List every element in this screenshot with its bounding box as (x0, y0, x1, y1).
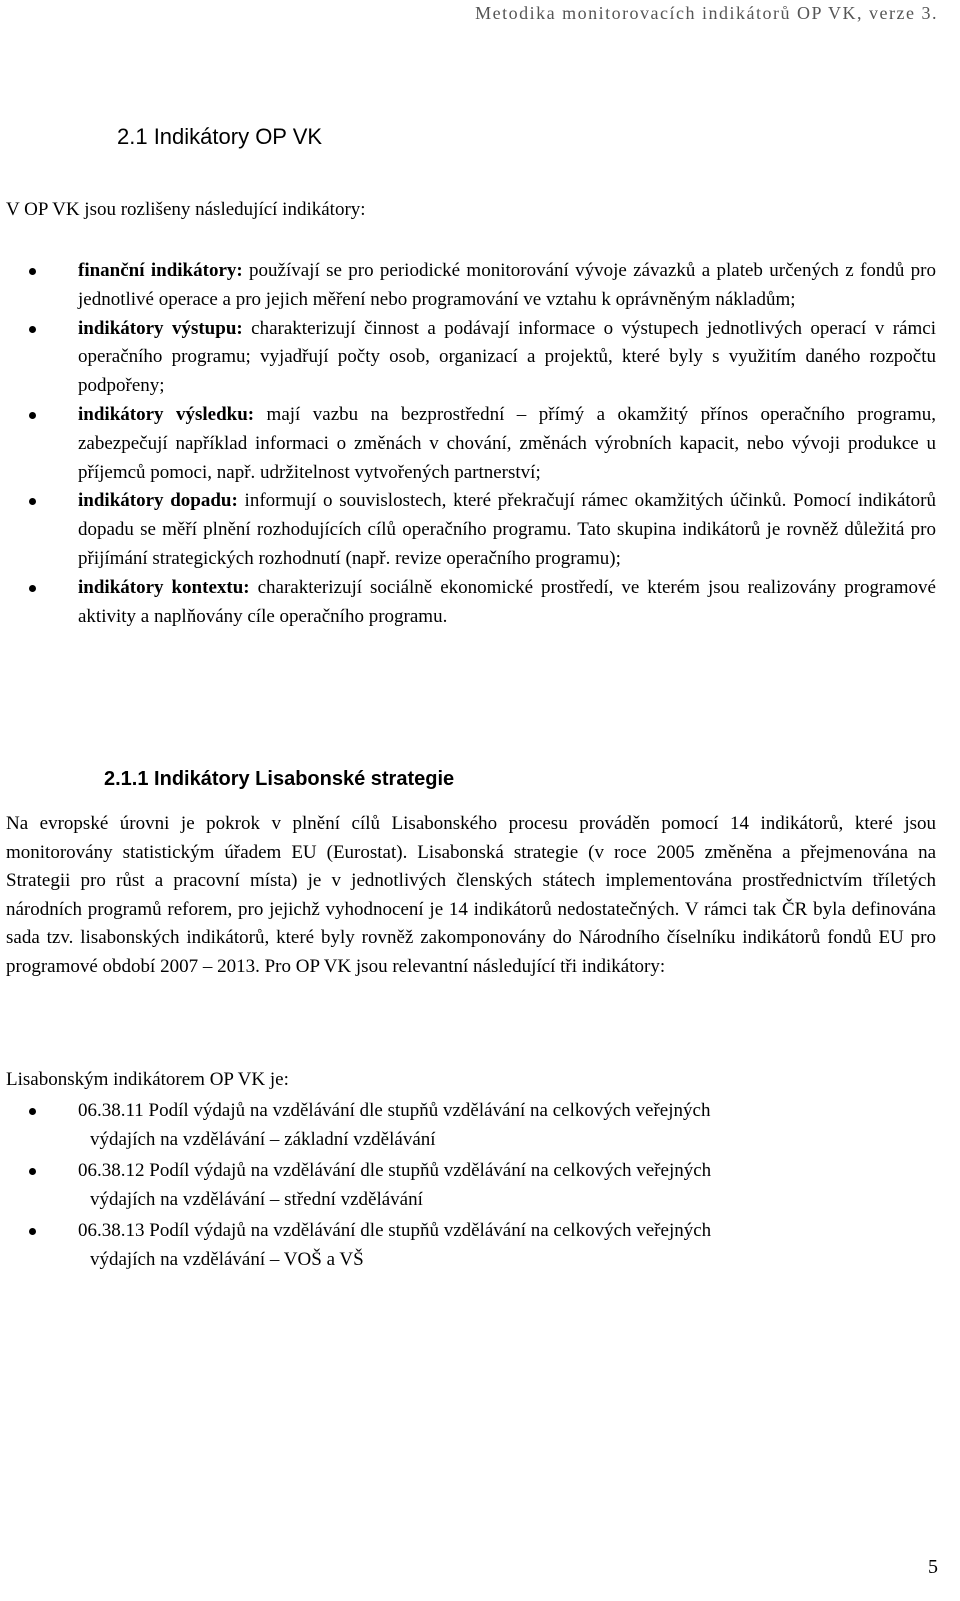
list-item (78, 401, 936, 487)
bullet-icon (29, 268, 36, 275)
bullet-icon (29, 412, 36, 419)
indicator-line-continued: výdajích na vzdělávání – střední vzdělávání (90, 1188, 423, 1210)
indicator-line-continued: výdajích na vzdělávání – základní vzdělávání (90, 1128, 436, 1150)
list-item (78, 487, 936, 573)
list-item (78, 1097, 936, 1154)
section-intro: V OP VK jsou rozlišeny následující indikátory: (6, 199, 366, 220)
bullet-icon (29, 585, 36, 592)
lisbon-indicator-list (78, 1097, 936, 1277)
subsection-paragraph: Na evropské úrovni je pokrok v plnění cílů Lisabonského procesu prováděn pomocí 14 indikátorů, které jsou monitorovány statistickým úřadem EU (Eurostat). Lisabonská strategie (v roce 2005 změněna a přejmenována na Strategii pro růst a pracovní místa) je v jednotlivých členských státech implementována prostřednictvím tříletých národních programů reforem, pro jejichž vyhodnocení je 14 indikátorů nedostatečných. V rámci tak ČR byla definována sada tzv. lisabonských indikátorů, které byly rovněž zakomponovány do Národního číselníku indikátorů fondů EU pro programové období 2007 – 2013. Pro OP VK jsou relevantní následující tři indikátory: (6, 813, 936, 977)
list-item-term: indikátory kontextu: (78, 576, 250, 598)
list-item (78, 315, 936, 401)
page-number: 5 (928, 1556, 938, 1578)
list-item-text: používají se pro periodické monitorování vývoje závazků a plateb určených z fondů pro jednotlivé operace a pro jejich měření nebo programování ve vztahu k oprávněným nákladům; (78, 260, 936, 310)
running-header: Metodika monitorovacích indikátorů OP VK, verze 3. (475, 3, 938, 23)
section-heading: 2.1 Indikátory OP VK (117, 124, 323, 149)
list-item-text: charakterizují činnost a podávají informace o výstupech jednotlivých operací v rámci operačního programu; vyjadřují počty osob, organizací a projektů, které byly s využitím daného rozpočtu podpořeny; (78, 317, 936, 397)
list-item-term: indikátory výsledku: (78, 403, 255, 425)
list-item (78, 1157, 936, 1214)
bullet-icon (29, 1108, 36, 1115)
list-item-term: indikátory dopadu: (78, 490, 238, 512)
list-item-term: indikátory výstupu: (78, 317, 243, 339)
bullet-icon (29, 1228, 36, 1235)
subsection-heading: 2.1.1 Indikátory Lisabonské strategie (104, 768, 455, 790)
bullet-icon (29, 498, 36, 505)
indicator-line: 06.38.12 Podíl výdajů na vzdělávání dle stupňů vzdělávání na celkových veřejných (78, 1160, 712, 1181)
bullet-icon (29, 1168, 36, 1175)
indicator-line: 06.38.11 Podíl výdajů na vzdělávání dle stupňů vzdělávání na celkových veřejných (78, 1100, 711, 1121)
indicator-type-list (78, 257, 936, 631)
list-item (78, 1217, 936, 1274)
indicator-line-continued: výdajích na vzdělávání – VOŠ a VŠ (90, 1248, 364, 1270)
bullet-icon (29, 326, 36, 333)
list-item-text: charakterizují sociálně ekonomické prostředí, ve kterém jsou realizovány programové aktivity a naplňovány cíle operačního programu. (78, 576, 936, 627)
list-item (78, 257, 936, 315)
indicator-list-intro: Lisabonským indikátorem OP VK je: (6, 1069, 289, 1090)
list-item-text: mají vazbu na bezprostřední – přímý a okamžitý přínos operačního programu, zabezpečují například informaci o změnách v chování, změnách výrobních kapacit, nebo vývoji produkce u příjemců pomoci, např. udržitelnost vytvořených partnerství; (78, 403, 936, 483)
list-item-term: finanční indikátory: (78, 260, 243, 281)
list-item (78, 574, 936, 632)
indicator-line: 06.38.13 Podíl výdajů na vzdělávání dle stupňů vzdělávání na celkových veřejných (78, 1220, 712, 1241)
list-item-text: informují o souvislostech, které překračují rámec okamžitých účinků. Pomocí indikátorů dopadu se měří plnění rozhodujících cílů operačního programu. Tato skupina indikátorů je rovněž důležitá pro přijímání strategických rozhodnutí (např. revize operačního programu); (78, 490, 936, 569)
